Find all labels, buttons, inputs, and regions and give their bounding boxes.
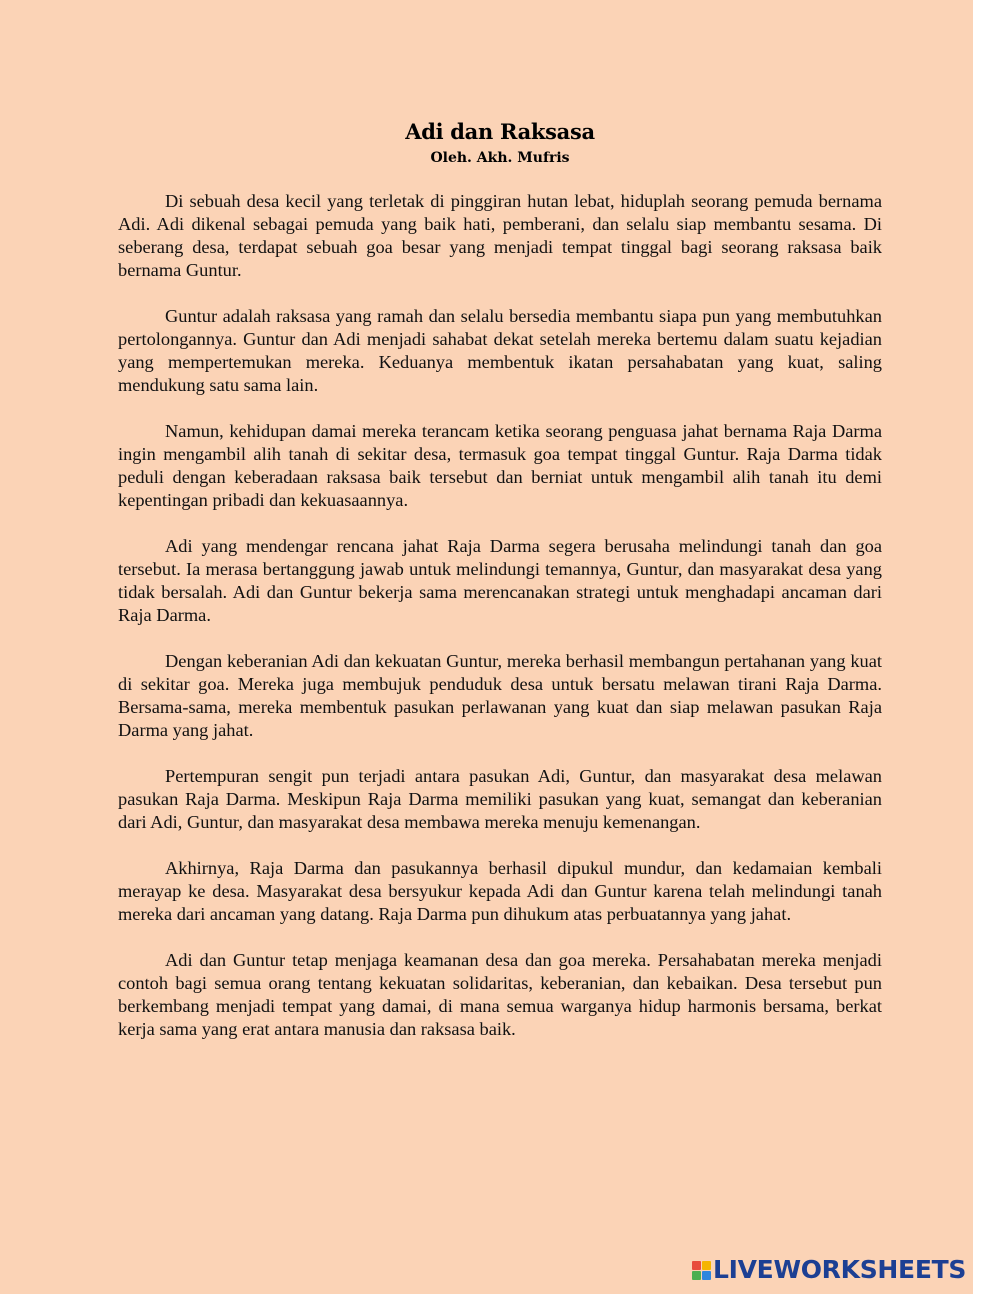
story-paragraph: Namun, kehidupan damai mereka terancam ketika seorang penguasa jahat bernama Raja Darma ingin mengambil alih tanah di sekitar desa, termasuk goa tempat tinggal Guntur. Raja Darma tidak peduli dengan keberadaan raksasa baik tersebut dan berniat untuk mengambil alih tanah itu demi kepentingan pribadi dan kekuasaannya. — [118, 421, 882, 510]
logo-block — [702, 1271, 711, 1280]
story-author: Oleh. Akh. Mufris — [430, 150, 570, 166]
logo-block — [702, 1261, 711, 1270]
story-paragraph: Pertempuran sengit pun terjadi antara pasukan Adi, Guntur, dan masyarakat desa melawan pasukan Raja Darma. Meskipun Raja Darma memiliki pasukan yang kuat, semangat dan keberanian dari Adi, Guntur, dan masyarakat desa membawa mereka menuju kemenangan. — [118, 766, 882, 832]
logo-mark-icon — [692, 1261, 711, 1280]
story-paragraph: Adi dan Guntur tetap menjaga keamanan desa dan goa mereka. Persahabatan mereka menjadi contoh bagi semua orang tentang kekuatan solidaritas, keberanian, dan kebaikan. Desa tersebut pun berkembang menjadi tempat yang damai, di mana semua warganya hidup harmonis bersama, berkat kerja sama yang erat antara manusia dan raksasa baik. — [118, 950, 882, 1039]
story-body — [118, 190, 882, 1064]
story-paragraph: Akhirnya, Raja Darma dan pasukannya berhasil dipukul mundur, dan kedamaian kembali merayap ke desa. Masyarakat desa bersyukur kepada Adi dan Guntur karena telah melindungi tanah mereka dari ancaman yang datang. Raja Darma pun dihukum atas perbuatannya yang jahat. — [118, 858, 882, 924]
story-paragraph: Di sebuah desa kecil yang terletak di pinggiran hutan lebat, hiduplah seorang pemuda bernama Adi. Adi dikenal sebagai pemuda yang baik hati, pemberani, dan selalu siap membantu sesama. Di seberang desa, terdapat sebuah goa besar yang menjadi tempat tinggal bagi seorang raksasa baik bernama Guntur. — [118, 191, 882, 280]
story-paragraph: Dengan keberanian Adi dan kekuatan Guntur, mereka berhasil membangun pertahanan yang kuat di sekitar goa. Mereka juga membujuk penduduk desa untuk bersatu melawan tirani Raja Darma. Bersama-sama, mereka membentuk pasukan perlawanan yang kuat dan siap melawan pasukan Raja Darma yang jahat. — [118, 651, 882, 740]
story-paragraph: Guntur adalah raksasa yang ramah dan selalu bersedia membantu siapa pun yang membutuhkan pertolongannya. Guntur dan Adi menjadi sahabat dekat setelah mereka bertemu dalam suatu kejadian yang mempertemukan mereka. Keduanya membentuk ikatan persahabatan yang kuat, saling mendukung satu sama lain. — [118, 306, 882, 395]
logo-block — [692, 1271, 701, 1280]
logo-block — [692, 1261, 701, 1270]
logo-text: LIVEWORKSHEETS — [713, 1255, 967, 1284]
liveworksheets-logo[interactable] — [692, 1256, 966, 1284]
story-title: Adi dan Raksasa — [405, 119, 595, 144]
story-paragraph: Adi yang mendengar rencana jahat Raja Darma segera berusaha melindungi tanah dan goa tersebut. Ia merasa bertanggung jawab untuk melindungi temannya, Guntur, dan masyarakat desa yang tidak bersalah. Adi dan Guntur bekerja sama merencanakan strategi untuk menghadapi ancaman dari Raja Darma. — [118, 536, 882, 625]
